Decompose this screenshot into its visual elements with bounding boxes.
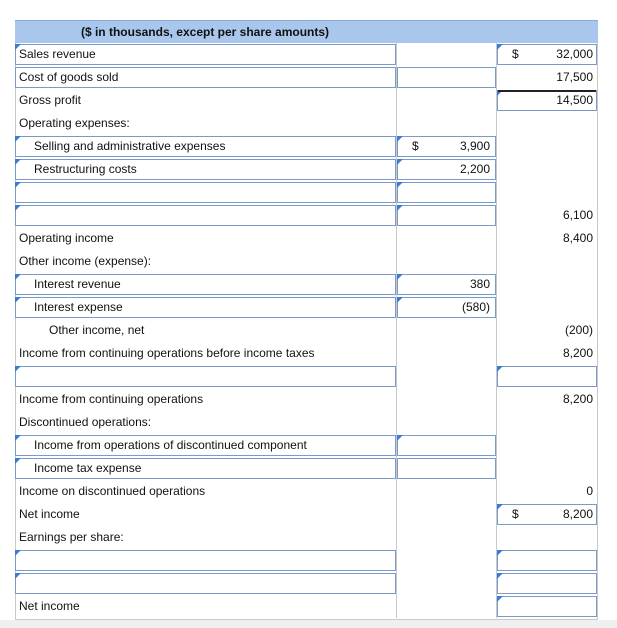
page-footer-bar [0,620,617,628]
row-income-disc-component [15,434,598,457]
row-eps [15,526,598,549]
row-restructuring [15,158,598,181]
amount-value: 3,900 [459,139,490,153]
row-operating-expenses [15,112,598,135]
amount-value: 8,400 [562,231,593,245]
amount-input[interactable] [497,596,597,617]
row-other-income-net [15,319,598,342]
row-label: Restructuring costs [34,162,137,176]
amount-input[interactable] [497,573,597,594]
subtotal-input[interactable] [397,67,496,88]
amount-value: (200) [564,323,593,337]
section-label: Earnings per share: [19,530,124,544]
currency-sign: $ [512,47,519,61]
row-label: Income from continuing operations before income taxes [19,346,315,360]
row-cost-of-goods-sold [15,66,598,89]
label-dropdown[interactable] [15,182,396,203]
row-label: Gross profit [19,93,82,107]
row-eps-net-income [15,595,598,618]
amount-value: (580) [461,300,490,314]
row-net-income [15,503,598,526]
row-income-tax-expense [15,457,598,480]
row-label: Income tax expense [34,461,142,475]
row-income-cont-ops [15,388,598,411]
amount-input[interactable] [497,366,597,387]
row-income-disc-ops [15,480,598,503]
row-label: Interest revenue [34,277,121,291]
amount-input[interactable] [397,435,496,456]
row-sales-revenue [15,43,598,66]
amount-value: 8,200 [562,392,593,406]
row-interest-revenue [15,273,598,296]
row-label: Net income [19,507,80,521]
amount-input[interactable] [397,458,496,479]
label-dropdown[interactable] [15,573,396,594]
label-dropdown[interactable] [15,550,396,571]
row-label: Income from continuing operations [19,392,204,406]
amount-value: 8,200 [562,507,593,521]
row-blank-input [15,181,598,204]
currency-sign: $ [512,507,519,521]
row-label: Interest expense [34,300,123,314]
row-income-before-tax [15,342,598,365]
amount-value: 380 [469,277,490,291]
row-blank-input [15,365,598,388]
label-dropdown[interactable] [15,366,396,387]
row-label: Cost of goods sold [19,70,119,84]
section-label: Discontinued operations: [19,415,152,429]
amount-value: 6,100 [562,208,593,222]
amount-value: 17,500 [556,70,593,84]
amount-input[interactable] [397,182,496,203]
row-other-income-expense [15,250,598,273]
row-interest-expense [15,296,598,319]
amount-value: 32,000 [556,47,593,61]
table-header [15,20,598,43]
section-label: Operating expenses: [19,116,130,130]
section-label: Other income (expense): [19,254,152,268]
amount-value: 2,200 [459,162,490,176]
amount-input[interactable] [497,550,597,571]
row-label: Operating income [19,231,114,245]
amount-value: 14,500 [556,93,593,107]
row-label: Net income [19,599,80,613]
row-label: Other income, net [49,323,145,337]
currency-sign: $ [412,139,419,153]
row-gross-profit [15,89,598,112]
header-title: ($ in thousands, except per share amounts) [80,25,330,39]
amount-value: 8,200 [562,346,593,360]
underline [498,90,596,92]
row-eps-input [15,572,598,595]
row-eps-input [15,549,598,572]
row-selling-admin [15,135,598,158]
row-total-opex [15,204,598,227]
row-discontinued-ops [15,411,598,434]
row-label: Selling and administrative expenses [34,139,226,153]
row-operating-income [15,227,598,250]
label-dropdown[interactable] [15,205,396,226]
amount-input[interactable] [397,205,496,226]
row-label: Income from operations of discontinued component [34,438,307,452]
amount-value: 0 [586,484,593,498]
row-label: Sales revenue [19,47,96,61]
row-label: Income on discontinued operations [19,484,206,498]
